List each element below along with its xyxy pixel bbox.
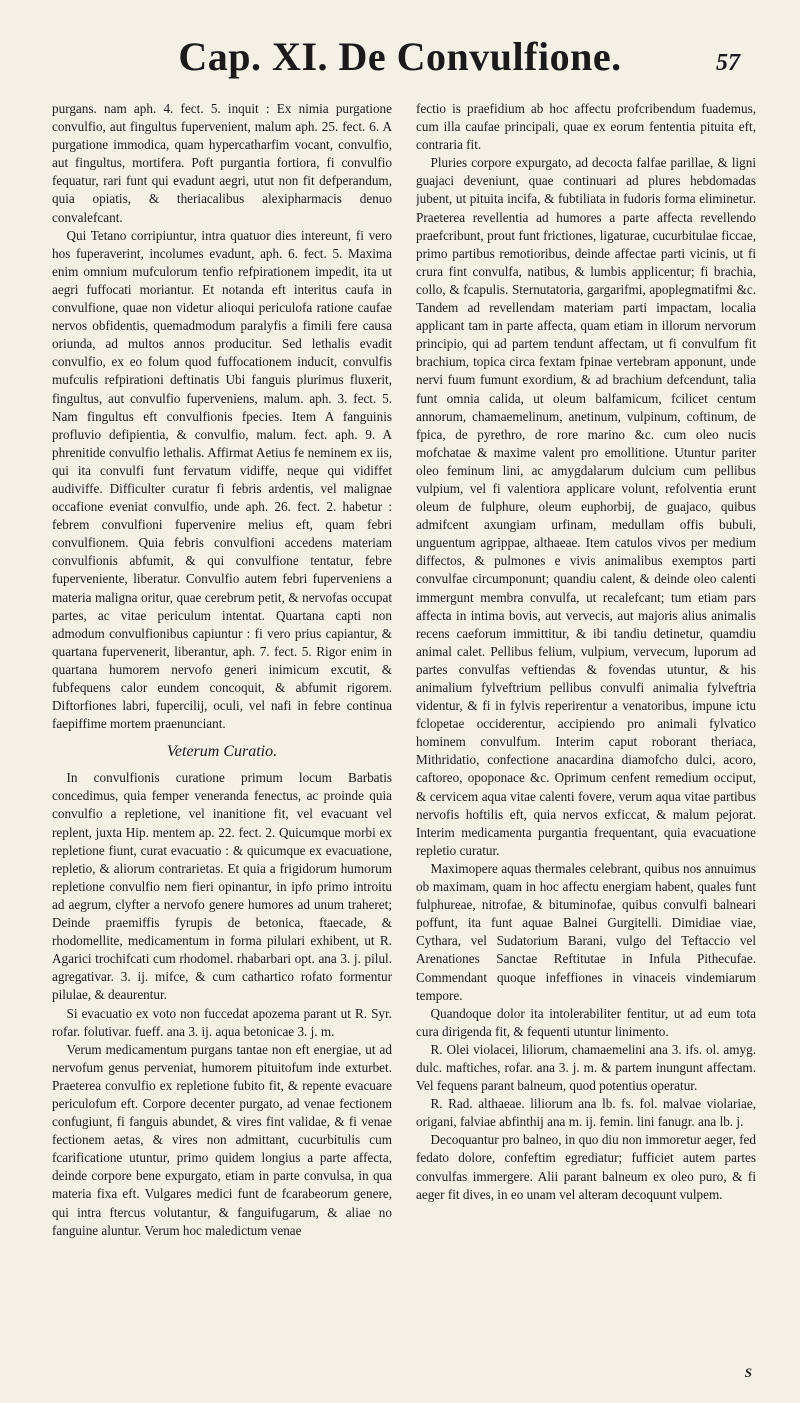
paragraph: Quandoque dolor ita intolerabiliter fentitur, ut ad eum tota cura dirigenda fit, & fequenti utuntur linimento. bbox=[416, 1005, 756, 1039]
paragraph: Pluries corpore expurgato, ad decocta falfae parillae, & ligni guajaci deveniunt, quae continuari ad plures hebdomadas jubent, ut pituita incifa, & fubtiliata in fudoris forma eliminetur. Praeterea revellentia ad humores a parte affecta revellendo praefcribunt, prout funt frictiones, ligaturae, cucurbitulae ficcae, primo partibus remotioribus, deinde affectae parti vicinis, ut fi crura fint convulfa, natibus, & lumbis applicentur; fi brachia, collo, & fcapulis. Sternutatoria, gargarifmi, apoplegmatifmi &c. Tandem ad revellendam materiam parti impactam, localia applicant tam in parte affecta, quam etiam in illorum nervorum principio, qui ad partem tendunt affectam, ut fi convulfum fit brachium, topica circa fextam fpinae vertebram apponunt, unde nervi fuum fumunt exordium, & ad brachium defcendunt, talia funt omnia calida, ut oleum balfamicum, fcilicet centum annorum, chamaemelinum, anetinum, vulpinum, coftinum, de fpica, de pyrethro, de rore marino &c. cum oleo nucis mofchatae & maxime valent pro emollitione. Utuntur pariter oleo feminum lini, ac amygdalarum dulcium cum pellibus vulpium, vel fi valentiora applicare volunt, refolventia erunt oleum de fulphure, oleum euphorbij, de guajaco, quibus admifcent axungiam urfinam, medullam offis bubuli, unguentum agrippae, althaeae. Item catulos vivos per medium diffectos, & pulmones e vivis animalibus exemptos parti convulfae circumponunt; quandiu calent, & deinde oleo calenti immergunt membra convulfa, ut recalefcant; tum etiam pars affecta in intima bovis, aut vervecis, aut majoris alius animalis recens caeforum immittitur, & ibi tandiu detinetur, quamdiu animal calet. Pellibus felium, vulpium, vervecum, luporum ad partes convulfas veftiendas & fovendas utuntur, & his animalium fylveftrium pellibus convulfi animalia fylveftria videntur, & fi in fylvis reperirentur a venatoribus, impune ictu fclopetae occiderentur, accipiendo pro animali fylvatico hominem convulfum. Interim caput roborant theriaca, Mithridatio, confectione anacardina diamofcho dulci, acoro, caftoreo, opoponace &c. Oprimum cenfent remedium occiput, & cervicem aqua vitae calenti fovere, verum aqua vitae partibus nervofis hoftilis eft, quia nervos exficcat, & malum pejorat. Interim medicamenta purgantia frequentant, quia evacuatione repletio curatur. bbox=[416, 155, 756, 858]
text-columns bbox=[52, 100, 756, 1385]
left-column bbox=[52, 100, 392, 1385]
paragraph: Si evacuatio ex voto non fuccedat apozema parant ut R. Syr. rofar. folutivar. fueff. ana 3. ij. aqua betonicae 3. j. m. bbox=[52, 1005, 392, 1039]
page-number: 57 bbox=[716, 50, 740, 76]
section-heading: Veterum Curatio. bbox=[166, 743, 278, 761]
paragraph: R. Olei violacei, liliorum, chamaemelini ana 3. ifs. ol. amyg. dulc. maftiches, rofar. ana 3. j. m. & partem inungunt affectam. Vel fequens parant balneum, quod potentius operatur. bbox=[416, 1041, 756, 1094]
paragraph: In convulfionis curatione primum locum Barbatis concedimus, quia femper veneranda fenectus, ac proinde quia convulfio a repletione, vel inanitione fit, vel evacuant vel replent, juxta Hip. mentem ap. 22. fect. 2. Quicumque morbi ex repletione fiunt, curat evacuatio : & quicumque ex evacuatione, repletio, & aliorum contrarietas. Et quia a frigidorum humorum repletione convulfio nem fieri opinantur, in ipfo primo introitu ad aegrum, clyfter a nervofo genere humores ad unum traheret; Deinde praemiffis fyrupis de betonica, ftaecade, & rhodomellite, medicamentum in forma pilulari exhibent, ut R. Agarici trochifcati cum rhodomel. rhabarbari opt. ana 3. j. pilul. agregativar. 3. ij. mifce, & cum cathartico rofato formentur pilulae, & deaurentur. bbox=[52, 770, 392, 1003]
paragraph: Decoquantur pro balneo, in quo diu non immoretur aeger, fed fedato dolore, confeftim egrediatur; fufficiet autem partes convulfas immergere. Alii parant balneum ex oleo puro, & fi aeger fit dives, in eo unam vel alteram decoquunt vulpem. bbox=[416, 1132, 756, 1202]
paragraph: Verum medicamentum purgans tantae non eft energiae, ut ad nervofum genus perveniat, humorem pituitofum inde exturbet. Praeterea convulfio ex repletione fubito fit, & repente evacuare periculofum eft. Corpore decenter purgato, ad venae fectionem confugiunt, fi fanguis abundet, & vires fint validae, & fi venae fectionem aetas, & vires non admittant, cucurbitulis cum fcarificatione utuntur, primo quidem longius a parte affecta, deinde corpore bene expurgato, etiam in parte convulsa, in qua materia fixa eft. Vulgares medici funt de fcarabeorum genere, qui intra ftercus volutantur, & fanguifugarum, & aliae no fanguine aluntur. Verum hoc maledictum venae bbox=[52, 1041, 392, 1238]
paragraph: R. Rad. althaeae. liliorum ana lb. fs. fol. malvae violariae, origani, falviae abfinthij ana m. ij. femin. lini fanugr. ana lb. j. bbox=[416, 1096, 756, 1130]
signature-mark: S bbox=[744, 1365, 752, 1380]
paragraph: fectio is praefidium ab hoc affectu profcribendum fuademus, cum illa caufae principali, quae ex eorum fententia pituita eft, contraria fit. bbox=[416, 101, 756, 153]
page-header bbox=[60, 28, 740, 88]
running-title: Cap. XI. De Convulfione. bbox=[178, 34, 622, 79]
paragraph: Qui Tetano corripiuntur, intra quatuor dies intereunt, fi vero hos fuperaverint, incolumes evadunt, aph. 6. fect. 5. Maxima enim omnium mufculorum tenfio refpirationem impedit, ita ut aegri fuffocati moriantur. Et notanda eft interitus caufa in convulfione, quae non videtur alioqui periculofa ratione caufae nervos obfidentis, quemadmodum paralyfis a fimili fere causa oriunda, ad multos annos producitur. Sed lethalis evadit convulfio, ex eo folum quod fuffocationem inducit, convulfis mufculis refpirationi deftinatis Ubi fanguis plurimus fluxerit, fingultus, aut convulfio fuperveniens, malum. aph. 3. fect. 5. Nam fingultus eft convulfionis fpecies. Item A fanguinis profluvio defipientia, & convulfio, malum. fect. aph. 9. A phrenitide convulfio lethalis. Affirmat Aetius fe neminem ex iis, qui ita convulfi funt fervatum vidiffe, neque qui vidiffet audiviffe. Difficulter curatur fi febris ardentis, vel malignae occafione eveniat convulfio, unde aph. 26. fect. 2. habetur : febrem convulfioni fupervenire melius eft, quam febri convulfionem. Quia febris convulfioni accedens materiam convulfionis abfumit, & qui convulfione tentatur, febre fuperveniente, liberatur. Convulfio autem febri fuperveniens a materia maligna oritur, quae cerebrum petit, & nervofas occupat partes, ac vitae periculum intentat. Quartana capti non admodum convulfionibus capiuntur : fi vero prius capiantur, & quartana fupervenerit, liberantur, aph. 7. fect. 5. Rigor enim in quartana humorem nervofo generi inimicum excutit, & fubfequens calor eundem concoquit, & abfumit rigorem. Diftorfiones labri, fupercilij, oculi, vel nafi in febre continua faepiffime mortem praenunciant. bbox=[52, 227, 392, 732]
paragraph: purgans. nam aph. 4. fect. 5. inquit : Ex nimia purgatione convulfio, aut fingultus fupervenient, malum aph. 25. fect. 6. A purgatione immodica, quam hypercatharfim vocant, convulfio, aut fingultus, mortifera. Poft purgantia fortiora, fi convulfio fequatur, rari funt qui evadunt aegri, utut non fit defperandum, quia opiatis, & theriacalibus alexipharmacis denuo convalefcant. bbox=[52, 101, 392, 225]
right-column bbox=[416, 100, 756, 1385]
paragraph: Maximopere aquas thermales celebrant, quibus nos annuimus ob maximam, quam in hoc affectu energiam habent, quales funt fulphureae, nitrofae, & bituminofae, quibus convulfi balneari poffunt, ita funt aquae Balnei Gurgitelli. Dimidiae viae, Cythara, vel Sudatorium Barani, vulgo del Teftaccio vel Arenationes Sanctae Reftitutae in Infula Pithecufae. Commendant quoque infeffiones in vinaceis vindemiarum tempore. bbox=[416, 860, 756, 1003]
